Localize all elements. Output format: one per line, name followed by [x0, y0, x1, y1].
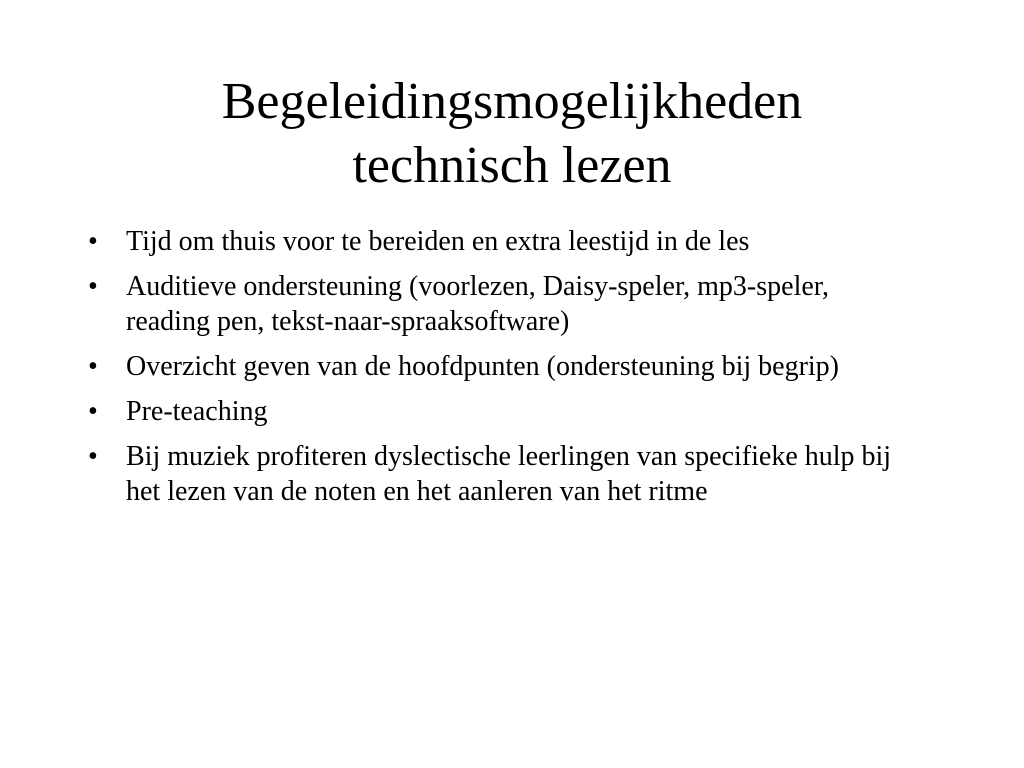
bullet-text-4: Pre-teaching	[126, 396, 268, 427]
bullet-icon: •	[88, 351, 98, 382]
bullet-icon: •	[88, 396, 98, 427]
bullet-icon: •	[88, 271, 98, 302]
bullet-icon: •	[88, 226, 98, 257]
bullet-item-4	[88, 394, 918, 429]
bullet-text-5: Bij muziek profiteren dyslectische leerlingen van specifieke hulp bij het lezen van de noten en het aanleren van het ritme	[126, 441, 892, 507]
slide-title	[0, 70, 1024, 198]
bullet-list	[88, 224, 918, 519]
bullet-text-3: Overzicht geven van de hoofdpunten (ondersteuning bij begrip)	[126, 351, 840, 382]
bullet-icon: •	[88, 441, 98, 472]
bullet-item-5	[88, 439, 918, 509]
bullet-item-2	[88, 269, 918, 339]
bullet-item-1	[88, 224, 918, 259]
slide-title-line-2: technisch lezen	[352, 137, 672, 194]
bullet-text-1: Tijd om thuis voor te bereiden en extra leestijd in de les	[126, 226, 750, 257]
bullet-item-3	[88, 349, 918, 384]
slide-title-line-1: Begeleidingsmogelijkheden	[221, 73, 803, 130]
bullet-text-2: Auditieve ondersteuning (voorlezen, Daisy-speler, mp3-speler, reading pen, tekst-naar-spraaksoftware)	[126, 271, 829, 337]
